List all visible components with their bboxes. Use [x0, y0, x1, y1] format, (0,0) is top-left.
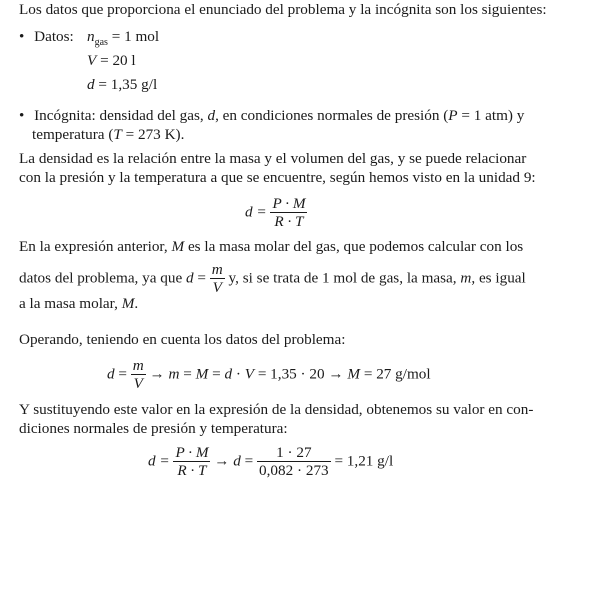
equation-density: [245, 196, 307, 230]
eq1-denominator: R · T: [274, 213, 304, 230]
datos-n-row: [87, 27, 159, 53]
eq2-d2: d: [224, 365, 233, 383]
d-value: = 1,35 g/l: [98, 76, 158, 93]
incognita-text: Incógnita: densidad del gas,: [34, 107, 208, 124]
d-symbol: d: [87, 76, 95, 93]
n-symbol: n: [87, 28, 95, 45]
inline-numerator: m: [211, 261, 223, 278]
eq2-fraction: [131, 358, 146, 392]
para2-eq: =: [193, 269, 210, 287]
eq2-M2: M: [347, 365, 361, 383]
incognita-t: T: [113, 126, 122, 143]
eq2-denominator: V: [133, 375, 143, 392]
eq2-d: d: [107, 365, 115, 383]
eq3-result: = 1,21 g/l: [330, 452, 394, 470]
eq2-M: M: [195, 365, 209, 383]
para2-text-3a: a la masa molar,: [19, 295, 122, 312]
eq3-fraction-2: [257, 445, 331, 479]
bullet: •: [19, 28, 25, 45]
para3-line-1: Y sustituyendo este valor en la expresión de la densidad, obtenemos su valor en con-: [19, 401, 534, 418]
para2-M: M: [171, 238, 185, 255]
para2-text: En la expresión anterior,: [19, 238, 172, 255]
para2-m: m: [460, 269, 472, 287]
eq3-denominator-2: 0,082 · 273: [259, 462, 329, 479]
v-value: = 20 l: [100, 52, 136, 69]
bullet: •: [19, 107, 25, 124]
incognita-line-2: [32, 125, 184, 145]
eq2-eq: =: [114, 365, 131, 383]
datos-label: Datos:: [34, 28, 74, 45]
incognita-line-1: [19, 106, 569, 126]
n-value: = 1 mol: [111, 28, 160, 45]
operando-text: Operando, teniendo en cuenta los datos del problema:: [19, 331, 346, 348]
eq1-lhs: d =: [245, 203, 267, 221]
inline-denominator: V: [212, 279, 222, 296]
para2-text-2a: datos del problema, ya que: [19, 269, 187, 287]
incognita-text-b: , en condiciones normales de presión (: [215, 107, 449, 124]
para1-line-2: con la presión y la temperatura a que se encuentre, según hemos visto en la unidad 9:: [19, 169, 536, 186]
incognita-d: d: [207, 107, 216, 124]
datos-block: [19, 27, 74, 47]
datos-v-row: [87, 51, 136, 71]
eq2-arrow: →: [145, 365, 169, 383]
para1-line-1: La densidad es la relación entre la masa y el volumen del gas, y se puede relacionar: [19, 150, 527, 167]
eq2-m: m: [168, 365, 180, 383]
incognita-text-c: = 1 atm) y: [457, 107, 525, 124]
inline-fraction: [210, 262, 225, 296]
para2-line-1: [19, 237, 523, 257]
para2-line-3: [19, 294, 138, 314]
eq3-numerator-1: P · M: [175, 444, 209, 461]
para2-text-3b: .: [134, 295, 139, 312]
para2-M2: M: [121, 295, 135, 312]
incognita-text-2a: temperatura (: [32, 126, 114, 143]
eq3-arrow: →: [210, 452, 234, 470]
para2-line-2: [19, 262, 526, 296]
eq2-dot: ·: [232, 365, 245, 383]
para2-text-2c: , es igual: [471, 269, 526, 287]
eq3-d: d: [233, 452, 241, 470]
intro-text: Los datos que proporciona el enunciado del problema y la incógnita son los siguientes:: [19, 1, 547, 18]
eq1-numerator: P · M: [272, 195, 306, 212]
eq3-lhs: d =: [148, 452, 170, 470]
eq2-numerator: m: [132, 357, 144, 374]
eq2-rest: = 1,35 · 20 →: [254, 365, 348, 383]
para2-text-2b: y, si se trata de 1 mol de gas, la masa,: [224, 269, 461, 287]
eq2-eq-b: =: [208, 365, 225, 383]
eq3-fraction-1: [173, 445, 210, 479]
para2-text-b: es la masa molar del gas, que podemos calcular con los: [184, 238, 524, 255]
eq3-denominator-1: R · T: [177, 462, 207, 479]
eq3-eq: =: [240, 452, 258, 470]
incognita-p: P: [448, 107, 458, 124]
eq2-eq-a: =: [179, 365, 196, 383]
para2-d: d: [186, 269, 194, 287]
eq2-V: V: [244, 365, 255, 383]
incognita-text-2b: = 273 K).: [121, 126, 185, 143]
eq2-result: = 27 g/mol: [360, 365, 431, 383]
datos-d-row: [87, 75, 157, 95]
eq3-numerator-2: 1 · 27: [257, 445, 331, 462]
equation-molar-mass: [107, 358, 431, 392]
n-subscript: gas: [94, 37, 108, 49]
eq1-fraction: [270, 196, 307, 230]
equation-density-result: [148, 445, 393, 479]
v-symbol: V: [87, 52, 97, 69]
para3-line-2: diciones normales de presión y temperatura:: [19, 420, 288, 437]
